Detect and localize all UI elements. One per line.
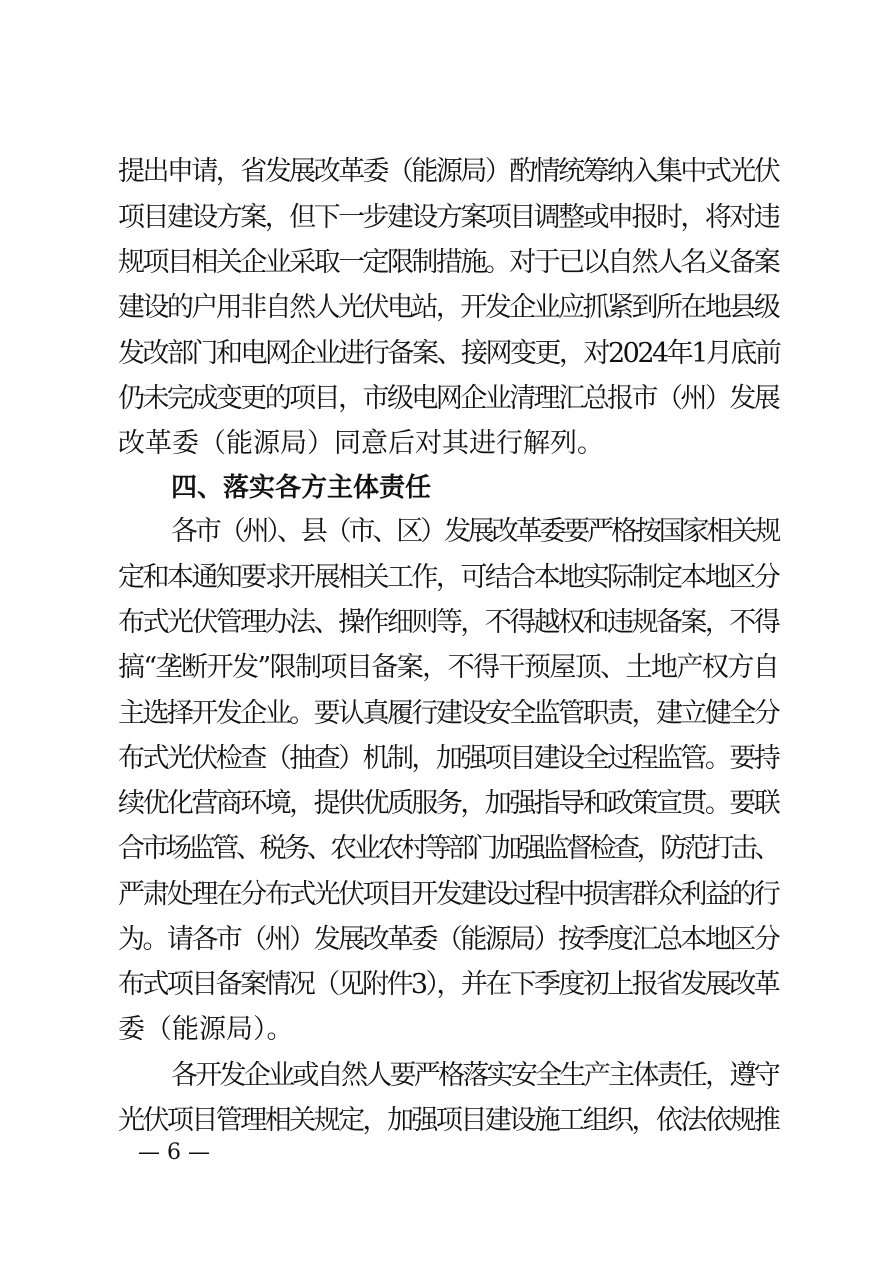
text-line: 为。请各市（州）发展改革委（能源局）按季度汇总本地区分 xyxy=(118,924,778,955)
text-line: 主选择开发企业。要认真履行建设安全监管职责，建立健全分 xyxy=(118,698,778,729)
text-line: 各开发企业或自然人要严格落实安全生产主体责任，遵守 xyxy=(171,1060,778,1091)
text-line: 搞“垄断开发”限制项目备案，不得干预屋顶、土地产权方自 xyxy=(118,652,778,683)
text-line: 光伏项目管理相关规定，加强项目建设施工组织，依法依规推 xyxy=(118,1105,778,1136)
text-line: 布式光伏管理办法、操作细则等，不得越权和违规备案，不得 xyxy=(118,607,778,638)
text-line: 委（能源局）。 xyxy=(118,1014,294,1045)
text-line: 合市场监管、税务、农业农村等部门加强监督检查，防范打击、 xyxy=(118,833,778,864)
text-line: 各市（州）、县（市、区）发展改革委要严格按国家相关规 xyxy=(171,516,778,547)
text-line: 仍未完成变更的项目，市级电网企业清理汇总报市（州）发展 xyxy=(118,383,778,414)
text-line: 提出申请，省发展改革委（能源局）酌情统筹纳入集中式光伏 xyxy=(118,156,778,187)
text-line: 续优化营商环境，提供优质服务，加强指导和政策宣贯。要联 xyxy=(118,788,778,819)
text-line: 规项目相关企业采取一定限制措施。对于已以自然人名义备案 xyxy=(118,247,778,278)
text-line: 严肃处理在分布式光伏项目开发建设过程中损害群众利益的行 xyxy=(118,879,778,910)
text-line: 布式项目备案情况（见附件3），并在下季度初上报省发展改革 xyxy=(118,969,778,1000)
text-line: 定和本通知要求开展相关工作，可结合本地实际制定本地区分 xyxy=(118,562,778,593)
text-line: 项目建设方案，但下一步建设方案项目调整或申报时，将对违 xyxy=(118,202,778,233)
page-number: — 6 — xyxy=(138,1140,210,1165)
section-heading: 四、落实各方主体责任 xyxy=(171,473,432,503)
text-line: 发改部门和电网企业进行备案、接网变更，对2024年1月底前 xyxy=(118,338,780,369)
text-line: 改革委（能源局）同意后对其进行解列。 xyxy=(118,428,604,459)
text-line: 布式光伏检查（抽查）机制，加强项目建设全过程监管。要持 xyxy=(118,743,778,774)
text-line: 建设的户用非自然人光伏电站，开发企业应抓紧到所在地县级 xyxy=(118,292,778,323)
